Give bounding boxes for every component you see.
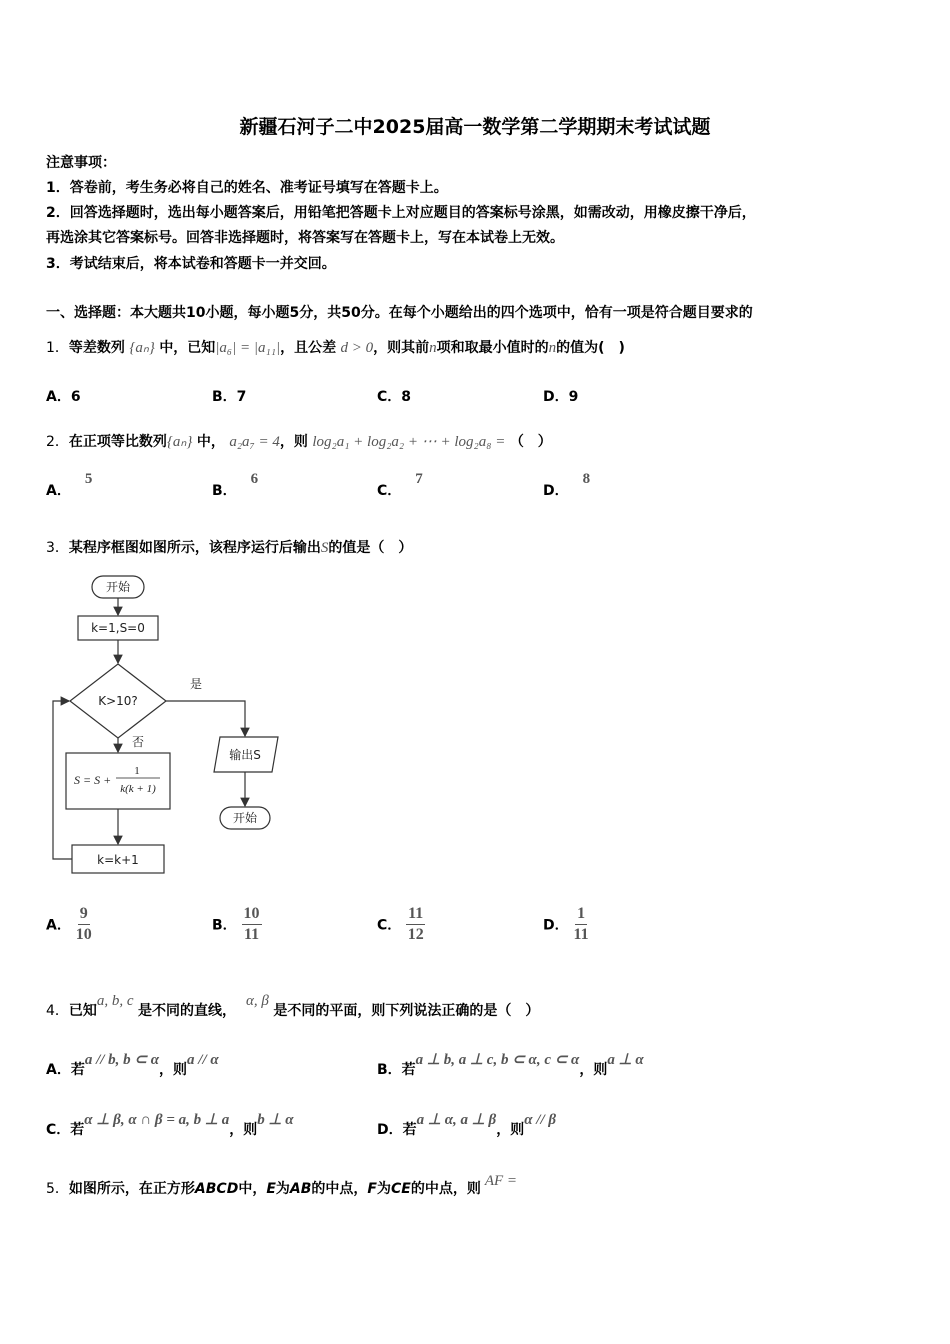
- q2-text-3: ，则: [279, 434, 308, 450]
- q2-option-c[interactable]: C．7: [377, 471, 423, 499]
- q5-text-2: 中，: [238, 1181, 267, 1197]
- question-4: [46, 993, 540, 1020]
- q3-option-d[interactable]: D． $\frac{1}{11}$: [543, 905, 589, 943]
- q5-number: 5．: [46, 1181, 69, 1197]
- q2-sequence: {aₙ}: [166, 434, 193, 450]
- question-5: [46, 1173, 518, 1198]
- q4-number: 4．: [46, 1003, 69, 1019]
- flow-yes-label: 是: [190, 677, 203, 691]
- q3-text-2: 的值是（ ）: [328, 540, 413, 556]
- q2-text-4: （ ）: [509, 434, 552, 450]
- q2-number: 2．: [46, 434, 69, 450]
- q1-option-d[interactable]: D．9: [543, 389, 579, 405]
- q5-point-e: E: [266, 1181, 276, 1197]
- q1-option-b[interactable]: B．7: [212, 389, 247, 405]
- q3-option-b[interactable]: B． $\frac{10}{11}$: [212, 905, 260, 943]
- section-heading: 一、选择题：本大题共10小题，每小题5分，共50分。在每个小题给出的四个选项中，恰有一项是符合题目要求的: [46, 305, 753, 321]
- q2-expression: log₂a₁ + log₂a₂ + ⋯ + log₂a₈ =: [312, 434, 506, 450]
- q5-segment-ab: AB: [289, 1181, 312, 1197]
- notice-item-2a: 2．回答选择题时，选出每小题答案后，用铅笔把答题卡上对应题目的答案标号涂黑，如需改动，用橡皮擦干净后，: [46, 205, 756, 221]
- q1-text-1: 等差数列: [68, 340, 125, 356]
- q5-expression: AF =: [484, 1173, 518, 1189]
- q5-text-4: 的中点，: [311, 1181, 368, 1197]
- q5-text-6: 的中点，则: [410, 1181, 481, 1197]
- q5-text-3: 为: [275, 1181, 290, 1197]
- flow-increment-label: k=k+1: [97, 853, 139, 867]
- q1-text-6: 的值为( ): [556, 340, 625, 356]
- flow-assign-lhs: S = S +: [74, 773, 112, 787]
- q2-condition: a₂a₇ = 4: [229, 434, 280, 450]
- q4-option-b[interactable]: B．若a ⊥ b, a ⊥ c, b ⊂ α, c ⊂ α，则a ⊥ α: [377, 1052, 644, 1078]
- q5-segment-ce: CE: [391, 1181, 411, 1197]
- q5-point-f: F: [367, 1181, 377, 1197]
- flow-start-label: 开始: [105, 580, 131, 594]
- notice-item-2b: 再选涂其它答案标号。回答非选择题时，将答案写在答题卡上，写在本试卷上无效。: [46, 230, 564, 246]
- flow-no-label: 否: [132, 735, 145, 749]
- q1-option-c[interactable]: C．8: [377, 389, 412, 405]
- q5-text-5: 为: [377, 1181, 391, 1197]
- q5-square-name: ABCD: [194, 1181, 239, 1197]
- flow-end-label: 开始: [232, 811, 258, 825]
- question-1: [46, 337, 625, 357]
- q3-number: 3．: [46, 540, 69, 556]
- q2-option-d[interactable]: D．8: [543, 471, 591, 499]
- question-2: [46, 431, 552, 451]
- notice-item-3: 3．考试结束后，将本试卷和答题卡一并交回。: [46, 256, 336, 272]
- q4-text-2: 是不同的直线，: [138, 1003, 237, 1019]
- question-3: [46, 537, 412, 557]
- q1-text-3: ，且公差: [280, 340, 337, 356]
- q2-option-a[interactable]: A．5: [46, 471, 93, 499]
- q1-n-2: n: [548, 340, 557, 356]
- q5-text-1: 如图所示，在正方形: [68, 1181, 195, 1197]
- q3-option-c[interactable]: C． $\frac{11}{12}$: [377, 905, 424, 943]
- flowchart: [40, 570, 300, 880]
- q2-text-2: 中，: [196, 434, 225, 450]
- q4-option-a[interactable]: A．若a // b, b ⊂ α，则a // α: [46, 1052, 219, 1078]
- q4-option-d[interactable]: D．若a ⊥ α, a ⊥ β，则α // β: [377, 1112, 557, 1138]
- q3-text-1: 某程序框图如图所示，该程序运行后输出: [68, 540, 321, 556]
- notice-item-1: 1．答卷前，考生务必将自己的姓名、准考证号填写在答题卡上。: [46, 180, 448, 196]
- flow-output-label: 输出S: [229, 748, 261, 762]
- q1-number: 1．: [46, 340, 69, 356]
- q1-text-5: 项和取最小值时的: [436, 340, 549, 356]
- q3-option-a[interactable]: A． $\frac{9}{10}$: [46, 905, 92, 943]
- flow-assign-num: 1: [134, 765, 140, 777]
- flow-assign-den: k(k + 1): [120, 783, 156, 795]
- q4-option-c[interactable]: C．若α ⊥ β, α ∩ β = a, b ⊥ a，则b ⊥ α: [46, 1112, 294, 1138]
- q4-planes: α, β: [246, 993, 269, 1009]
- q1-n-1: n: [429, 340, 437, 356]
- q1-option-a[interactable]: A．6: [46, 389, 81, 405]
- notice-heading: 注意事项：: [46, 155, 116, 171]
- q4-lines: a, b, c: [96, 993, 134, 1009]
- q1-text-4: ，则其前: [373, 340, 430, 356]
- flow-decision-label: K>10?: [98, 694, 138, 708]
- q1-common-difference: d > 0: [340, 340, 374, 356]
- page-title: 新疆石河子二中2025届高一数学第二学期期末考试试题: [239, 116, 711, 138]
- q1-condition: |a₆| = |a₁₁|: [215, 340, 281, 356]
- q3-s: S: [320, 540, 329, 556]
- q1-sequence: {aₙ}: [129, 340, 155, 356]
- q1-text-2: 中，已知: [159, 340, 216, 356]
- q4-text-1: 已知: [68, 1003, 97, 1019]
- q2-text-1: 在正项等比数列: [68, 434, 167, 450]
- q2-option-b[interactable]: B．6: [212, 471, 259, 499]
- q4-text-3: 是不同的平面，则下列说法正确的是（ ）: [273, 1003, 540, 1019]
- flow-init-label: k=1,S=0: [91, 621, 145, 635]
